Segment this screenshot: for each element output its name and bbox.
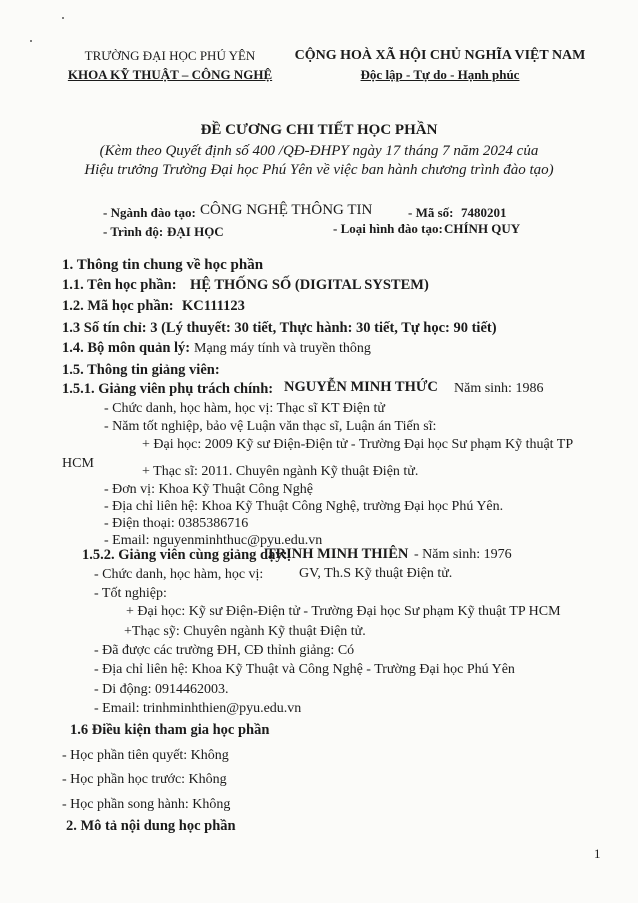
page-number: 1 [594,846,601,861]
lecturer1-label: 1.5.1. Giảng viên phụ trách chính: [62,381,274,397]
lecturer1-title: - Chức danh, học hàm, học vị: Thạc sĩ KT Điện tử [104,401,385,416]
section2-heading: 2. Mô tả nội dung học phần [66,818,236,834]
section1-heading: 1. Thông tin chung về học phần [62,257,264,273]
lecturer1-bachelor-cont: HCM [62,456,94,471]
lecturer2-label: 1.5.2. Giảng viên cùng giảng dạy: [82,547,288,563]
lecturer2-mobile: - Di động: 0914462003. [94,682,229,697]
section16-heading: 1.6 Điều kiện tham gia học phần [70,722,270,738]
scan-dot [30,40,32,42]
lecturer2-title-label: - Chức danh, học hàm, học vị: [94,567,264,582]
lecturer1-bachelor: + Đại học: 2009 Kỹ sư Điện-Điện tử - Trường Đại học Sư phạm Kỹ thuật TP [142,437,574,452]
faculty-name: KHOA KỸ THUẬT – CÔNG NGHỆ [67,67,273,82]
mode-value: CHÍNH QUY [444,221,521,236]
motto: Độc lập - Tự do - Hạnh phúc [360,67,520,82]
lecturer2-birth: - Năm sinh: 1976 [414,547,512,562]
major-value: CÔNG NGHỆ THÔNG TIN [200,202,373,218]
code-value: 7480201 [461,205,507,220]
major-label: - Ngành đào tạo: [103,205,196,220]
lecturer2-name: TRỊNH MINH THIÊN [266,546,409,562]
scan-dot [62,17,64,19]
lecturer1-email: - Email: nguyenminhthuc@pyu.edu.vn [104,533,323,548]
mode-label: - Loại hình đào tạo: [333,221,443,236]
title-decree-line-2: Hiệu trưởng Trường Đại học Phú Yên về việc ban hành chương trình đào tạo) [84,162,554,178]
parallel-course: - Học phần song hành: Không [62,797,231,812]
credits: 1.3 Số tín chỉ: 3 (Lý thuyết: 30 tiết, Thực hành: 30 tiết, Tự học: 90 tiết) [62,320,497,336]
course-code-value: KC111123 [182,298,245,314]
level-label: - Trình độ: [103,224,164,239]
lecturer1-birth: Năm sinh: 1986 [454,381,544,396]
lecturer2-visiting: - Đã được các trường ĐH, CĐ thỉnh giảng: Có [94,643,355,658]
lecturer1-graduation: - Năm tốt nghiệp, bảo vệ Luận văn thạc sĩ, Luận án Tiến sĩ: [104,419,437,434]
prior-course: - Học phần học trước: Không [62,772,227,787]
lecturer1-master: + Thạc sĩ: 2011. Chuyên ngành Kỹ thuật Điện tử. [142,464,419,479]
lecturer2-bachelor: + Đại học: Kỹ sư Điện-Điện tử - Trường Đại học Sư phạm Kỹ thuật TP HCM [126,604,561,619]
lecturer2-email: - Email: trinhminhthien@pyu.edu.vn [94,701,302,716]
lecturer1-name: NGUYỄN MINH THỨC [284,379,438,395]
course-name-value: HỆ THỐNG SỐ (DIGITAL SYSTEM) [190,277,429,293]
lecturer1-phone: - Điện thoại: 0385386716 [104,516,249,531]
prerequisite: - Học phần tiên quyết: Không [62,748,229,763]
lecturer2-graduation: - Tốt nghiệp: [94,586,167,601]
level-value: ĐẠI HỌC [167,224,224,239]
lecturer2-title-value: GV, Th.S Kỹ thuật Điện tử. [299,566,453,581]
lecturer2-master: +Thạc sỹ: Chuyên ngành Kỹ thuật Điện tử. [124,624,366,639]
lecturer1-unit: - Đơn vị: Khoa Kỹ Thuật Công Nghệ [104,482,313,497]
lecturer1-address: - Địa chỉ liên hệ: Khoa Kỹ Thuật Công Nghệ, trường Đại học Phú Yên. [104,499,504,514]
lecturer2-address: - Địa chỉ liên hệ: Khoa Kỹ Thuật và Công Nghệ - Trường Đại học Phú Yên [94,662,515,677]
university-name: TRƯỜNG ĐẠI HỌC PHÚ YÊN [84,48,256,63]
code-label: - Mã số: [408,205,454,220]
title-decree-line: (Kèm theo Quyết định số 400 /QĐ-ĐHPY ngày 17 tháng 7 năm 2024 của [99,143,539,159]
dept-value: Mạng máy tính và truyền thông [194,341,371,356]
dept-label: 1.4. Bộ môn quản lý: [62,340,191,356]
document-title: ĐỀ CƯƠNG CHI TIẾT HỌC PHẦN [200,122,438,138]
nation-title: CỘNG HOÀ XÃ HỘI CHỦ NGHĨA VIỆT NAM [294,48,586,63]
lecturers-heading: 1.5. Thông tin giảng viên: [62,362,220,378]
course-code-label: 1.2. Mã học phần: [62,298,174,314]
course-name-label: 1.1. Tên học phần: [62,277,177,293]
